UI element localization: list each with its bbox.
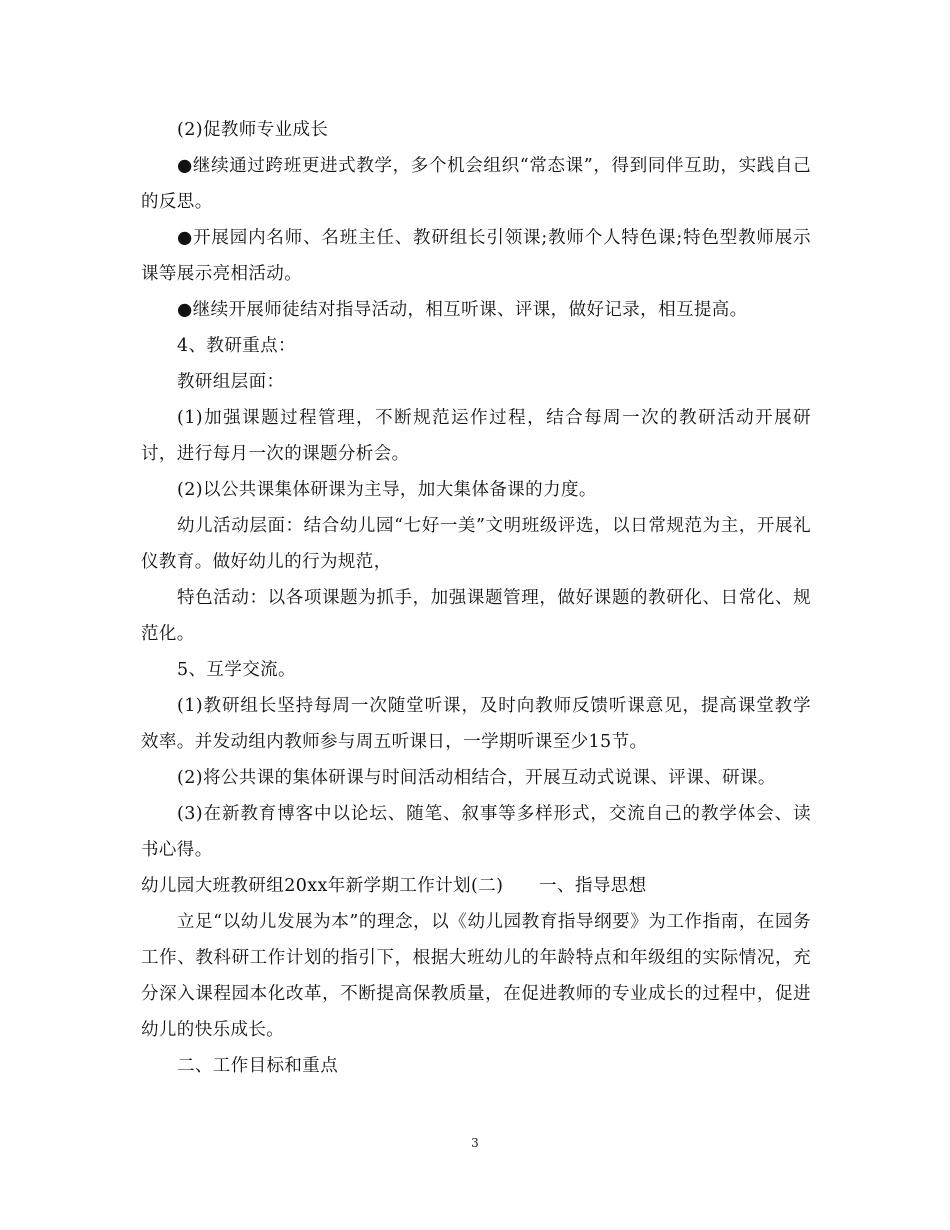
paragraph-child-activity-level: 幼儿活动层面：结合幼儿园“七好一美”文明班级评选，以日常规范为主，开展礼仪教育。做好幼儿的行为规范，: [141, 516, 811, 572]
document-body: [141, 112, 811, 1084]
paragraph-item-classroom-observation: (1)教研组长坚持每周一次随堂听课，及时向教师反馈听课意见，提高课堂教学效率。并发动组内教师参与周五听课日，一学期听课至少15节。: [141, 696, 811, 752]
section-heading-mutual-learning: 5、互学交流。: [177, 660, 296, 680]
section-heading-research-focus: 4、教研重点：: [177, 336, 296, 356]
paragraph-guiding-philosophy: 立足“以幼儿发展为本”的理念，以《幼儿园教育指导纲要》为工作指南，在园务工作、教科研工作计划的指引下，根据大班幼儿的年龄特点和年级组的实际情况，充分深入课程园本化改革，不断提高保教质量，在促进教师的专业成长的过程中，促进幼儿的快乐成长。: [141, 912, 811, 1040]
paragraph-bullet-mentorship: ●继续开展师徒结对指导活动，相互听课、评课，做好记录，相互提高。: [177, 300, 748, 320]
section-heading-goals: 二、工作目标和重点: [177, 1056, 339, 1076]
page-number: 3: [471, 1136, 479, 1150]
paragraph-special-activities: 特色活动：以各项课题为抓手，加强课题管理，做好课题的教研化、日常化、规范化。: [141, 588, 811, 644]
paragraph-subheading-teacher-growth: (2)促教师专业成长: [177, 120, 329, 140]
subheading-research-group-level: 教研组层面：: [177, 372, 285, 392]
paragraph-item-public-lesson: (2)以公共课集体研课为主导，加大集体备课的力度。: [177, 480, 597, 500]
paragraph-bullet-cross-class-teaching: ●继续通过跨班更进式教学，多个机会组织“常态课”，得到同伴互助，实践自己的反思。: [141, 156, 811, 212]
paragraph-bullet-demonstration-lessons: ●开展园内名师、名班主任、教研组长引领课;教师个人特色课;特色型教师展示课等展示亮相活动。: [141, 228, 811, 284]
paragraph-item-topic-management: (1)加强课题过程管理，不断规范运作过程，结合每周一次的教研活动开展研讨，进行每月一次的课题分析会。: [141, 408, 811, 464]
paragraph-item-blog-exchange: (3)在新教育博客中以论坛、随笔、叙事等多样形式，交流自己的教学体会、读书心得。: [141, 804, 811, 860]
paragraph-item-interactive-lessons: (2)将公共课的集体研课与时间活动相结合，开展互动式说课、评课、研课。: [177, 768, 776, 788]
document-title-line: 幼儿园大班教研组20xx年新学期工作计划(二) 一、指导思想: [141, 876, 647, 896]
